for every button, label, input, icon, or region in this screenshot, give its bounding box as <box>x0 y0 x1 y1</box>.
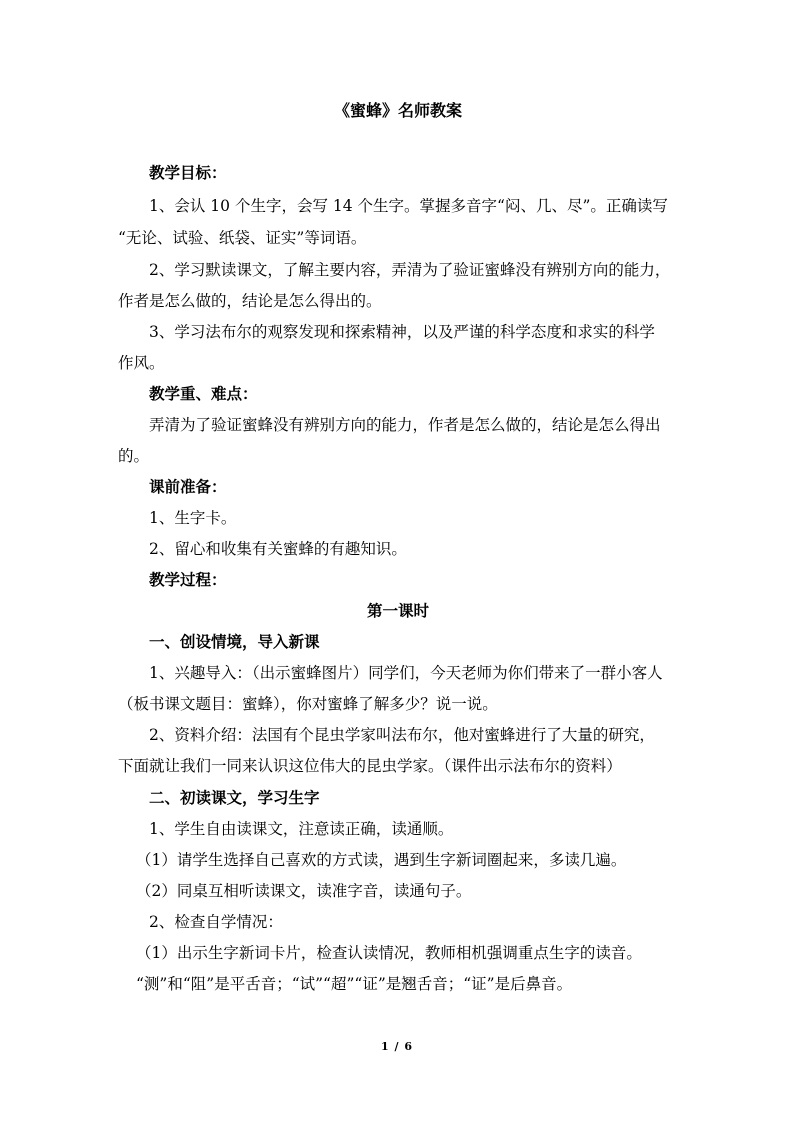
objective-1-line-1: 1、会认 10 个生字，会写 14 个生字。掌握多音字“闷、几、尽”。正确读写 <box>149 197 668 215</box>
part-2-item-1: 1、学生自由读课文，注意读正确，读通顺。 <box>149 820 454 838</box>
part-2-item-1a: （1）请学生选择自己喜欢的方式读，遇到生字新词圈起来，多读几遍。 <box>136 851 627 869</box>
part-2-item-1b: （2）同桌互相听读课文，读准字音，读通句子。 <box>136 882 472 900</box>
part-1-item-1-line-1: 1、兴趣导入：（出示蜜蜂图片）同学们，今天老师为你们带来了一群小客人 <box>149 664 663 682</box>
objectives-heading: 教学目标： <box>149 163 227 182</box>
focus-line-2: 的。 <box>118 447 150 465</box>
part-1-item-2-line-2: 下面就让我们一同来认识这位伟大的昆虫学家。（课件出示法布尔的资料） <box>118 757 622 775</box>
part-2-item-2b: “测”和“阻”是平舌音；“试”“超”“证”是翘舌音；“证”是后鼻音。 <box>136 975 573 993</box>
focus-heading: 教学重、难点： <box>149 384 258 403</box>
part-1-item-2-line-1: 2、资料介绍：法国有个昆虫学家叫法布尔，他对蜜蜂进行了大量的研究， <box>149 726 655 744</box>
part-2-item-2: 2、检查自学情况： <box>149 913 283 931</box>
prep-item-2: 2、留心和收集有关蜜蜂的有趣知识。 <box>149 540 407 558</box>
prep-item-1: 1、生字卡。 <box>149 509 237 527</box>
prep-heading: 课前准备： <box>149 477 227 496</box>
part-2-heading: 二、初读课文，学习生字 <box>149 788 320 807</box>
page-title: 《蜜蜂》名师教案 <box>333 101 462 120</box>
objective-2-line-1: 2、学习默读课文，了解主要内容，弄清为了验证蜜蜂没有辨别方向的能力， <box>149 261 671 279</box>
process-heading: 教学过程： <box>149 570 227 589</box>
part-2-item-2a: （1）出示生字新词卡片，检查认读情况，教师相机强调重点生字的读音。 <box>136 944 642 962</box>
objective-3-line-1: 3、学习法布尔的观察发现和探索精神，以及严谨的科学态度和求实的科学 <box>149 323 655 341</box>
part-1-item-1-line-2: （板书课文题目：蜜蜂），你对蜜蜂了解多少？说一说。 <box>118 695 498 713</box>
part-1-heading: 一、创设情境，导入新课 <box>149 632 320 651</box>
page-number: 1 / 6 <box>381 1040 413 1053</box>
focus-line-1: 弄清为了验证蜜蜂没有辨别方向的能力，作者是怎么做的，结论是怎么得出 <box>149 416 661 434</box>
objective-3-line-2: 作风。 <box>118 354 165 372</box>
lesson-1-heading: 第一课时 <box>366 601 429 620</box>
objective-2-line-2: 作者是怎么做的，结论是怎么得出的。 <box>118 292 382 310</box>
objective-1-line-2: “无论、试验、纸袋、证实”等词语。 <box>118 229 367 247</box>
